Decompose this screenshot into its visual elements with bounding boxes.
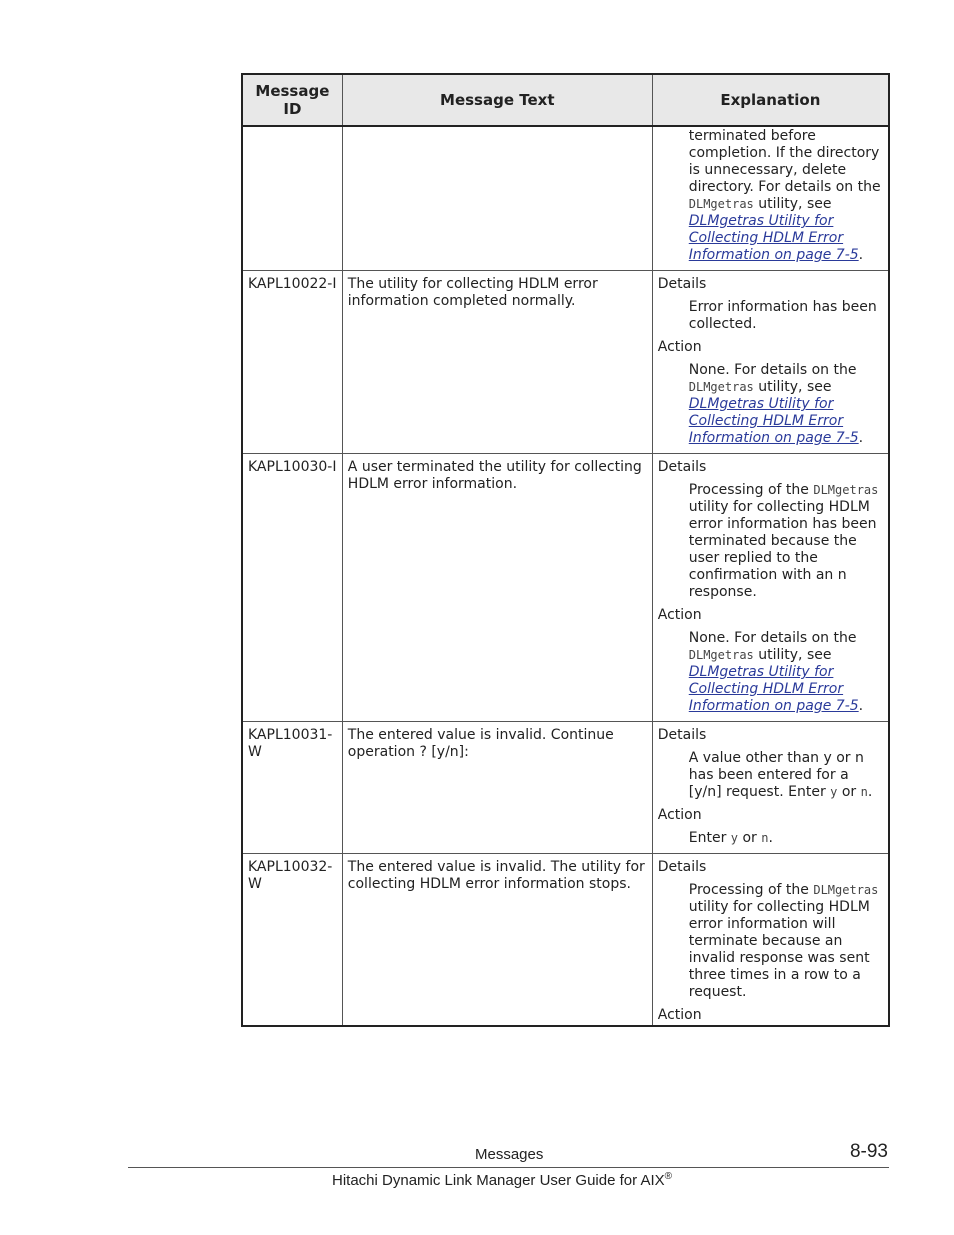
details-post: utility for collecting HDLM error information will terminate because an invalid response was sent three times in a row to a request. (688, 899, 870, 1000)
table-row (242, 722, 889, 854)
message-table (241, 73, 890, 1027)
action-text (689, 630, 883, 715)
action-label: Action (657, 1007, 702, 1023)
cell-explanation (652, 454, 889, 722)
cell-explanation (652, 854, 889, 1027)
action-pre: Enter (688, 830, 727, 846)
registered-mark: ® (664, 1171, 673, 1182)
message-id: KAPL10031-W (242, 722, 342, 854)
details-text (689, 750, 883, 801)
cell-text-empty (342, 126, 652, 271)
footer-book-title (332, 1171, 672, 1189)
details-or: or (841, 784, 857, 800)
message-text: The utility for collecting HDLM error information completed normally. (342, 271, 652, 454)
footer-section-title: Messages (475, 1146, 544, 1163)
action-label: Action (657, 607, 702, 623)
book-title-text: Hitachi Dynamic Link Manager User Guide for AIX (332, 1172, 665, 1189)
details-label: Details (657, 459, 707, 475)
key-n: n (860, 785, 868, 799)
details-pre: Processing of the (688, 882, 809, 898)
table-row (242, 854, 889, 1027)
details-post: utility for collecting HDLM error information has been terminated because the user replied to the confirmation with an n response. (688, 499, 877, 600)
action-label: Action (657, 807, 702, 823)
details-text (689, 482, 883, 601)
action-text (689, 830, 883, 847)
period: . (858, 247, 864, 263)
continuation-text: terminated before completion. If the directory is unnecessary, delete directory. For details on the (688, 128, 881, 195)
continuation-text-2: utility, see (758, 196, 832, 212)
action-or: or (742, 830, 757, 846)
table-row (242, 271, 889, 454)
command-name: DLMgetras (813, 883, 879, 897)
header-explanation: Explanation (652, 74, 889, 126)
message-id: KAPL10032-W (242, 854, 342, 1027)
action-mid: utility, see (758, 379, 832, 395)
table-header-row (242, 74, 889, 126)
message-text: The entered value is invalid. Continue operation ? [y/n]: (342, 722, 652, 854)
cross-reference-link[interactable]: DLMgetras Utility for Collecting HDLM Error Information on page 7-5 (688, 213, 859, 263)
message-id: KAPL10030-I (242, 454, 342, 722)
key-y: y (830, 785, 838, 799)
action-pre: None. For details on the (688, 362, 857, 378)
cross-reference-link[interactable]: DLMgetras Utility for Collecting HDLM Error Information on page 7-5 (688, 664, 859, 714)
action-pre: None. For details on the (688, 630, 857, 646)
period: . (867, 784, 873, 800)
action-text (689, 362, 883, 447)
period: . (768, 830, 773, 846)
command-name: DLMgetras (813, 483, 879, 497)
cell-explanation (652, 126, 889, 271)
action-label: Action (657, 339, 702, 355)
table-row (242, 454, 889, 722)
details-text (689, 882, 883, 1001)
cell-explanation (652, 271, 889, 454)
message-text: The entered value is invalid. The utility for collecting HDLM error information stops. (342, 854, 652, 1027)
cell-explanation (652, 722, 889, 854)
message-text: A user terminated the utility for collecting HDLM error information. (342, 454, 652, 722)
details-label: Details (657, 727, 707, 743)
cross-reference-link[interactable]: DLMgetras Utility for Collecting HDLM Error Information on page 7-5 (688, 396, 859, 446)
command-name: DLMgetras (688, 648, 754, 662)
details-pre: Processing of the (688, 482, 809, 498)
command-name: DLMgetras (688, 380, 754, 394)
details-label: Details (657, 859, 707, 875)
explanation-continuation (689, 128, 883, 264)
command-name: DLMgetras (688, 197, 754, 211)
details-pre: A value other than y or n has been entered for a [y/n] request. Enter (688, 750, 864, 800)
period: . (858, 698, 864, 714)
details-label: Details (657, 276, 707, 292)
page-number: 8-93 (849, 1141, 888, 1162)
details-text: Error information has been collected. (688, 299, 877, 332)
key-y: y (730, 831, 739, 845)
cell-id-empty (242, 126, 342, 271)
action-mid: utility, see (758, 647, 832, 663)
message-id: KAPL10022-I (242, 271, 342, 454)
key-n: n (761, 831, 769, 845)
header-message-id: Message ID (242, 74, 342, 126)
table-row-continuation (242, 126, 889, 271)
footer-divider (128, 1167, 889, 1168)
period: . (858, 430, 864, 446)
header-message-text: Message Text (342, 74, 652, 126)
